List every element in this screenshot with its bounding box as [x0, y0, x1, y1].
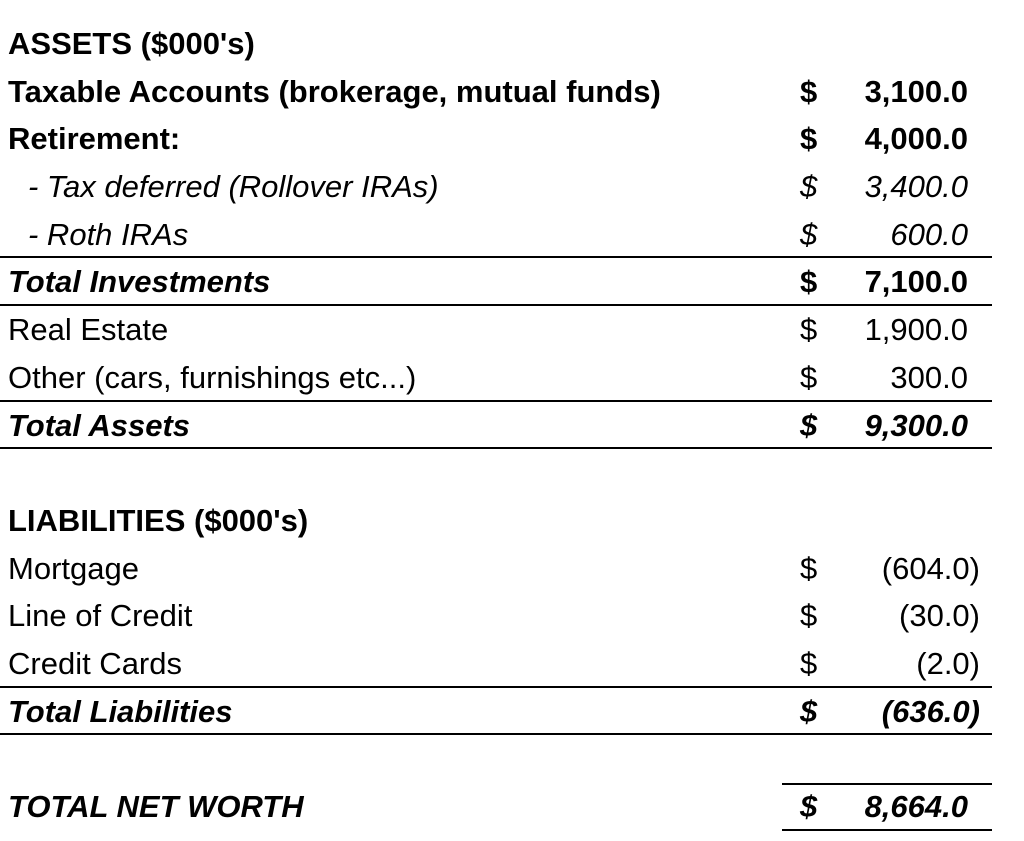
liability-row-mortgage — [0, 545, 992, 593]
row-amount: (2.0) — [916, 645, 980, 681]
currency-symbol: $ — [800, 312, 818, 348]
currency-symbol: $ — [800, 73, 818, 109]
row-label: Total Assets — [8, 407, 191, 443]
row-label: Total Investments — [8, 264, 271, 300]
asset-row-real-estate — [0, 306, 992, 354]
net-worth-amount: 8,664.0 — [864, 789, 968, 824]
currency-symbol: $ — [800, 121, 818, 157]
currency-symbol: $ — [800, 169, 818, 205]
row-amount: (636.0) — [881, 693, 980, 729]
asset-row-roth-iras — [0, 211, 992, 259]
currency-symbol: $ — [800, 645, 818, 681]
currency-symbol: $ — [800, 359, 818, 395]
asset-row-other — [0, 354, 992, 402]
asset-row-tax-deferred — [0, 163, 992, 211]
row-amount: (604.0) — [881, 550, 980, 586]
total-liabilities-row — [0, 688, 992, 736]
row-amount: 4,000.0 — [864, 121, 968, 157]
row-label: Mortgage — [8, 550, 139, 586]
currency-symbol: $ — [800, 693, 818, 729]
row-label: Credit Cards — [8, 645, 182, 681]
row-label: Other (cars, furnishings etc...) — [8, 359, 417, 395]
row-label: Taxable Accounts (brokerage, mutual funds) — [8, 73, 661, 109]
currency-symbol: $ — [800, 407, 818, 443]
currency-symbol: $ — [800, 216, 818, 252]
liabilities-heading-row — [0, 497, 992, 545]
liability-row-line-of-credit — [0, 592, 992, 640]
section-spacer — [0, 449, 1024, 497]
row-label: Real Estate — [8, 312, 169, 348]
total-net-worth-row — [0, 783, 992, 831]
currency-symbol: $ — [800, 789, 818, 824]
currency-symbol: $ — [800, 598, 818, 634]
row-amount: 600.0 — [890, 216, 968, 252]
row-label: Total Liabilities — [8, 693, 233, 729]
liability-row-credit-cards — [0, 640, 992, 688]
assets-heading-row — [0, 20, 992, 68]
row-amount: 300.0 — [890, 359, 968, 395]
currency-symbol: $ — [800, 550, 818, 586]
row-amount: (30.0) — [899, 598, 980, 634]
row-amount: 1,900.0 — [864, 312, 968, 348]
row-amount: 7,100.0 — [864, 264, 968, 300]
row-amount: 9,300.0 — [864, 407, 968, 443]
asset-row-taxable-accounts — [0, 68, 992, 116]
row-amount: 3,400.0 — [864, 169, 968, 205]
total-assets-row — [0, 402, 992, 450]
assets-heading: ASSETS ($000's) — [8, 26, 255, 61]
asset-row-retirement — [0, 115, 992, 163]
liabilities-heading: LIABILITIES ($000's) — [8, 502, 309, 538]
row-label: - Roth IRAs — [28, 216, 189, 252]
row-label: Line of Credit — [8, 598, 193, 634]
section-spacer — [0, 735, 1024, 783]
row-label: - Tax deferred (Rollover IRAs) — [28, 169, 439, 205]
row-label: Retirement: — [8, 121, 181, 157]
net-worth-statement — [0, 20, 1024, 831]
row-amount: 3,100.0 — [864, 73, 968, 109]
currency-symbol: $ — [800, 264, 818, 300]
net-worth-label: TOTAL NET WORTH — [8, 789, 304, 824]
total-investments-row — [0, 258, 992, 306]
